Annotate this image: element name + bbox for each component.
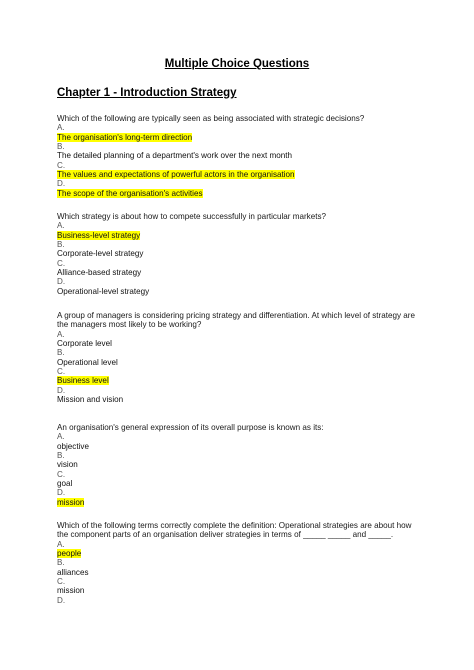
question-3	[57, 311, 421, 404]
option-letter: C.	[57, 577, 66, 587]
question-3-stem-line-1: A group of managers is considering pricing strategy and differentiation. At which level of strategy are	[57, 311, 415, 320]
option-letter: B.	[57, 451, 65, 461]
option-letter: D.	[57, 488, 66, 498]
option-text: Operational level	[57, 357, 118, 367]
option-text: alliances	[57, 567, 89, 577]
question-1-stem: Which of the following are typically seen as being associated with strategic decisions?	[57, 114, 365, 123]
option-letter: D.	[57, 277, 66, 287]
option-letter: C.	[57, 160, 66, 170]
option-text: Corporate level	[57, 339, 112, 349]
question-1	[57, 114, 421, 198]
option-letter: A.	[57, 539, 65, 549]
question-3-stem-line-2: the managers most likely to be working?	[57, 320, 202, 330]
option-text: The detailed planning of a department's work over the next month	[57, 151, 293, 161]
option-letter: A.	[57, 432, 65, 442]
option-letter: B.	[57, 558, 65, 568]
option-letter: A.	[57, 123, 65, 133]
chapter-heading: Chapter 1 - Introduction Strategy	[57, 87, 237, 99]
question-5-stem-line-2: the component parts of an organisation deliver strategies in terms of _____ _____ and _____.	[57, 530, 394, 540]
option-letter: B.	[57, 348, 65, 358]
option-text: goal	[57, 479, 73, 489]
question-2-stem: Which strategy is about how to compete successfully in particular markets?	[57, 212, 327, 221]
option-text: The values and expectations of powerful actors in the organisation	[57, 170, 295, 180]
option-text: Mission and vision	[57, 395, 124, 405]
option-letter: D.	[57, 179, 66, 189]
option-text: The organisation's long-term direction	[57, 132, 193, 142]
question-5-stem-line-1: Which of the following terms correctly complete the definition: Operational strategies are about how	[57, 521, 412, 530]
question-2	[57, 212, 421, 296]
option-letter: D.	[57, 385, 66, 395]
option-letter: D.	[57, 595, 66, 605]
option-text: Corporate-level strategy	[57, 249, 144, 259]
option-text: vision	[57, 460, 78, 470]
option-letter: A.	[57, 329, 65, 339]
document-title: Multiple Choice Questions	[164, 58, 310, 70]
option-text: objective	[57, 441, 89, 451]
option-text: Business level	[57, 376, 109, 386]
option-text: Operational-level strategy	[57, 286, 150, 296]
option-text: The scope of the organisation's activities	[57, 188, 203, 198]
option-text: mission	[57, 586, 85, 596]
option-text: people	[57, 549, 82, 559]
question-4-stem: An organisation's general expression of its overall purpose is known as its:	[57, 423, 324, 432]
question-5	[57, 521, 421, 605]
option-letter: A.	[57, 221, 65, 231]
option-letter: B.	[57, 142, 65, 152]
option-text: Business-level strategy	[57, 230, 141, 240]
question-4	[57, 423, 421, 507]
option-letter: B.	[57, 240, 65, 250]
option-letter: C.	[57, 258, 66, 268]
option-text: Alliance-based strategy	[57, 268, 142, 278]
option-text: mission	[57, 497, 85, 507]
option-letter: C.	[57, 469, 66, 479]
option-letter: C.	[57, 367, 66, 377]
